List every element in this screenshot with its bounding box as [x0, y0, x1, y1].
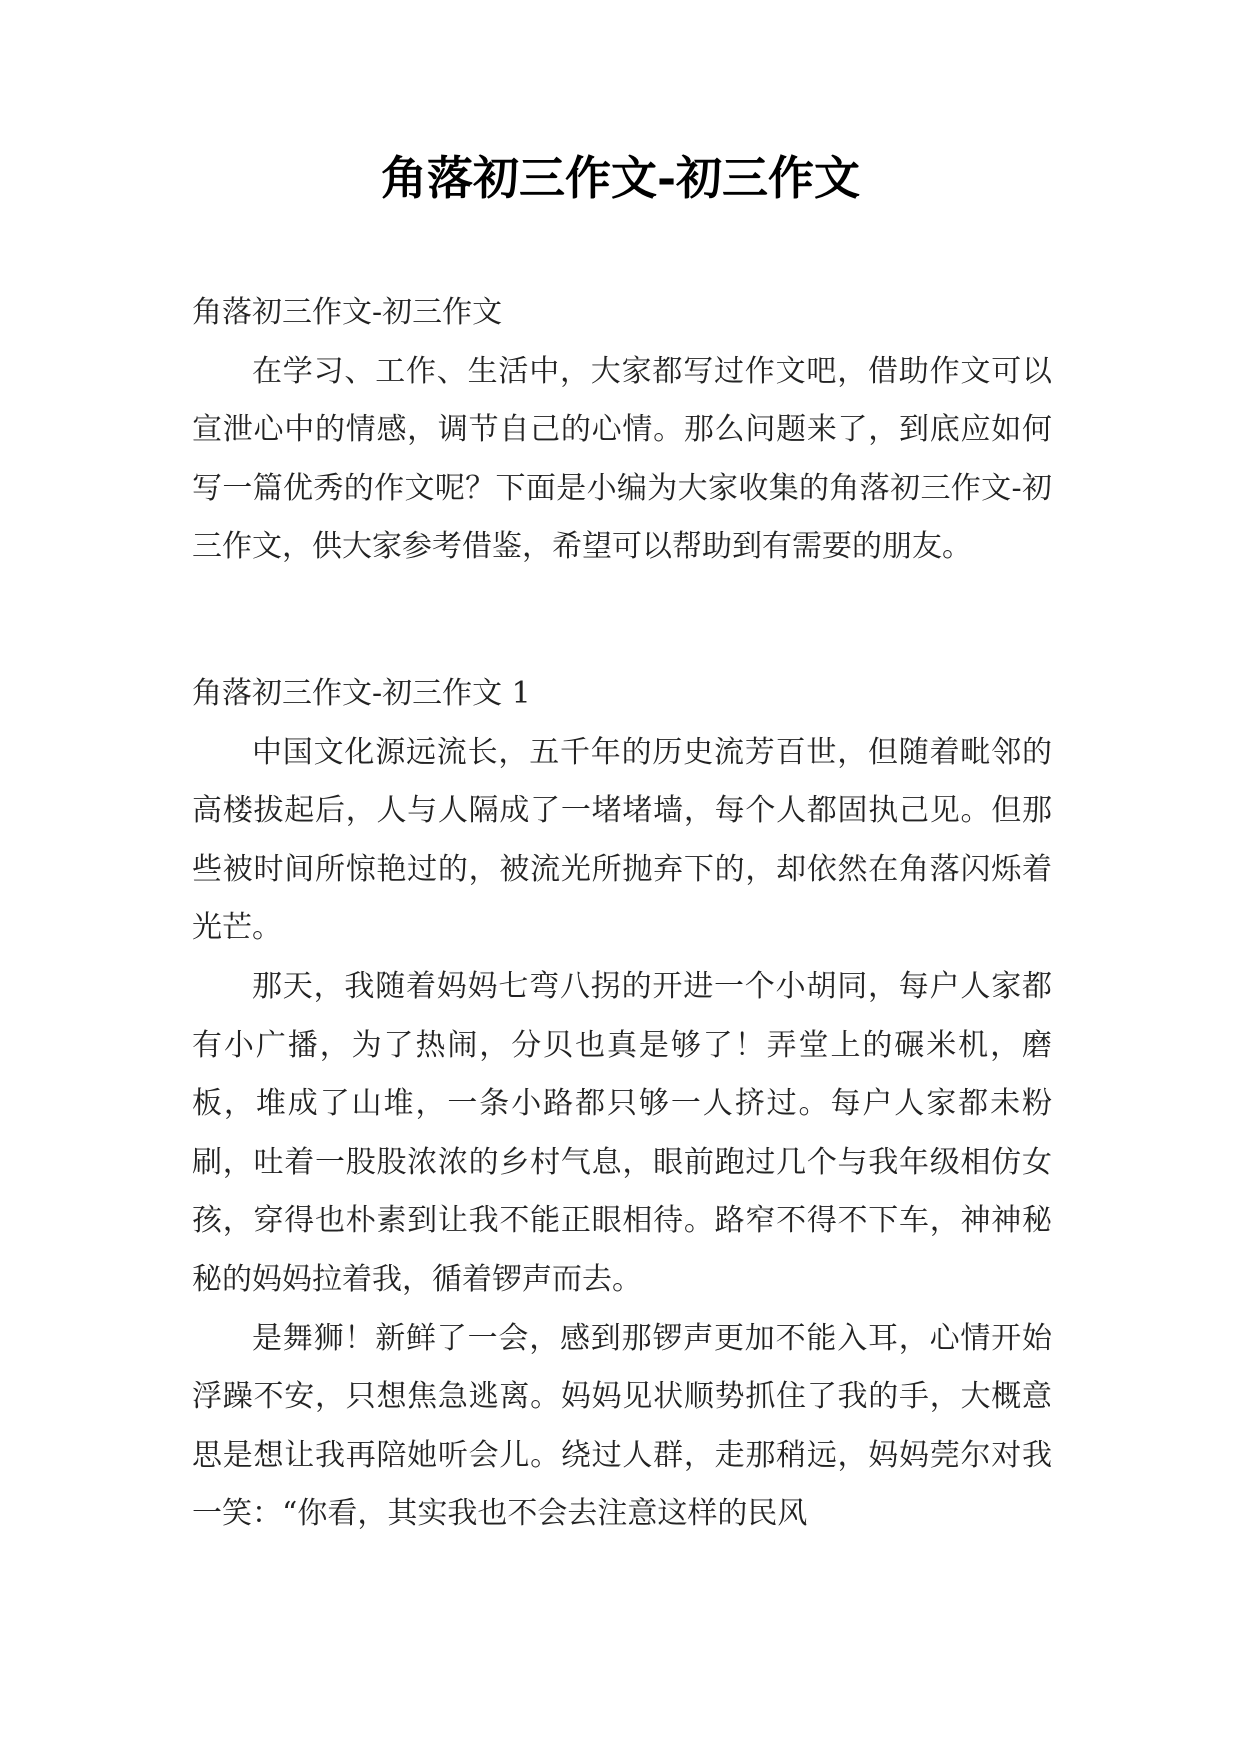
intro-paragraph: 在学习、工作、生活中，大家都写过作文吧，借助作文可以宣泄心中的情感，调节自己的心情。那么问题来了，到底应如何写一篇优秀的作文呢？下面是小编为大家收集的角落初三作文-初三作文，供大家参考借鉴，希望可以帮助到有需要的朋友。	[192, 353, 1052, 565]
body-paragraph: 中国文化源远流长，五千年的历史流芳百世，但随着毗邻的高楼拔起后，人与人隔成了一堵堵墙，每个人都固执己见。但那些被时间所惊艳过的，被流光所抛弃下的，却依然在角落闪烁着光芒。	[192, 734, 1052, 946]
document-title: 角落初三作文-初三作文	[380, 151, 861, 205]
body-paragraph: 那天，我随着妈妈七弯八拐的开进一个小胡同，每户人家都有小广播，为了热闹，分贝也真是够了！弄堂上的碾米机，磨板，堆成了山堆，一条小路都只够一人挤过。每户人家都未粉刷，吐着一股股浓浓的乡村气息，眼前跑过几个与我年级相仿女孩，穿得也朴素到让我不能正眼相待。路窄不得不下车，神神秘秘的妈妈拉着我，循着锣声而去。	[192, 968, 1052, 1297]
document-body	[192, 284, 1052, 1544]
section-heading: 角落初三作文-初三作文 1	[192, 675, 531, 711]
section-spacer	[192, 577, 1052, 665]
document-subtitle: 角落初三作文-初三作文	[192, 295, 503, 330]
body-paragraph: 是舞狮！新鲜了一会，感到那锣声更加不能入耳，心情开始浮躁不安，只想焦急逃离。妈妈见状顺势抓住了我的手，大概意思是想让我再陪她听会儿。绕过人群，走那稍远，妈妈莞尔对我一笑：“你看，其实我也不会去注意这样的民风	[192, 1320, 1052, 1532]
